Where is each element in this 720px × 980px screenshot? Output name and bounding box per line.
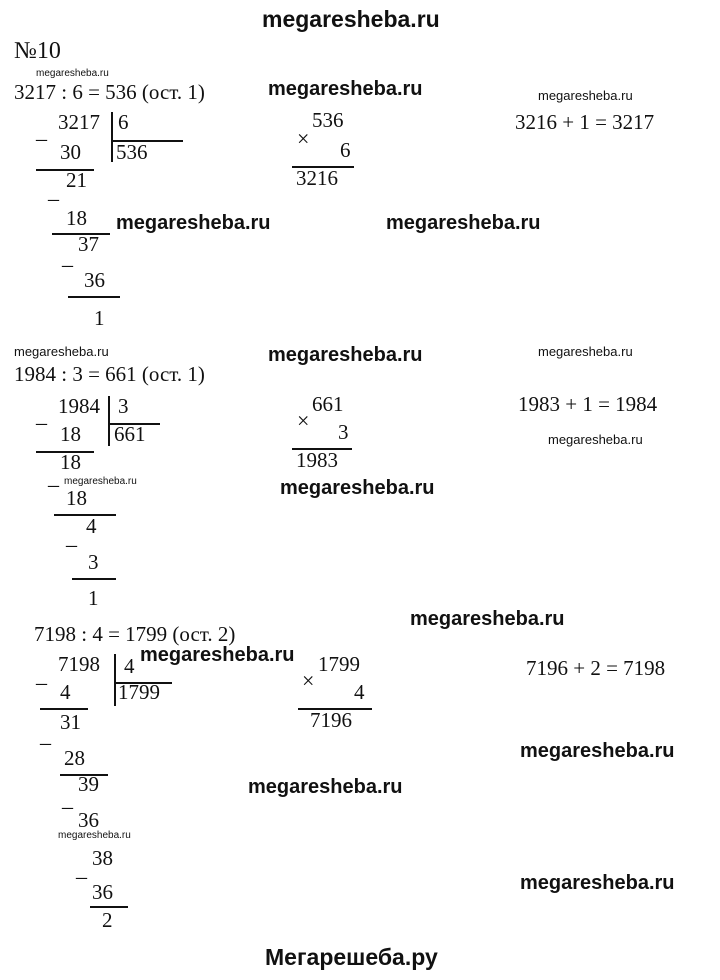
step: 18 bbox=[60, 422, 81, 446]
step: 36 bbox=[84, 268, 105, 292]
watermark: megaresheba.ru bbox=[268, 78, 423, 100]
times-sign: × bbox=[302, 668, 315, 693]
dividend: 3217 bbox=[58, 110, 100, 134]
step-line bbox=[68, 296, 120, 298]
quotient: 536 bbox=[116, 140, 148, 164]
check-1: 3216 + 1 = 3217 bbox=[515, 110, 655, 134]
step: 3 bbox=[88, 550, 99, 574]
watermark: megaresheba.ru bbox=[410, 608, 565, 630]
watermark: megaresheba.ru bbox=[280, 477, 435, 499]
step: 36 bbox=[78, 808, 99, 832]
step: 18 bbox=[66, 206, 87, 230]
step-line bbox=[54, 514, 116, 516]
step: 31 bbox=[60, 710, 81, 734]
mult-bottom: 4 bbox=[354, 680, 365, 704]
watermark: megaresheba.ru bbox=[116, 212, 271, 234]
step: 37 bbox=[78, 232, 99, 256]
watermark: megaresheba.ru bbox=[520, 872, 675, 894]
step: 18 bbox=[66, 486, 87, 510]
minus-sign: _ bbox=[62, 786, 73, 811]
dividend: 7198 bbox=[58, 652, 100, 676]
step: 38 bbox=[92, 846, 113, 870]
mult-result: 1983 bbox=[296, 448, 338, 472]
divisor: 3 bbox=[118, 394, 129, 418]
watermark: megaresheba.ru bbox=[268, 344, 423, 366]
minus-sign: _ bbox=[76, 856, 87, 881]
step: 39 bbox=[78, 772, 99, 796]
quotient: 661 bbox=[114, 422, 146, 446]
mult-bottom: 6 bbox=[340, 138, 351, 162]
mult-top: 1799 bbox=[318, 652, 360, 676]
mult-result: 7196 bbox=[310, 708, 352, 732]
minus-sign: _ bbox=[66, 524, 77, 549]
watermark: megaresheba.ru bbox=[386, 212, 541, 234]
mult-top: 536 bbox=[312, 108, 344, 132]
step: 4 bbox=[60, 680, 71, 704]
divisor: 4 bbox=[124, 654, 135, 678]
times-sign: × bbox=[297, 126, 310, 151]
step: 1 bbox=[88, 586, 99, 610]
watermark: megaresheba.ru bbox=[548, 432, 643, 447]
minus-sign: _ bbox=[36, 118, 47, 143]
site-footer: Мегарешеба.ру bbox=[265, 944, 438, 970]
watermark: megaresheba.ru bbox=[36, 68, 109, 79]
equation-3: 7198 : 4 = 1799 (ост. 2) bbox=[34, 622, 236, 646]
divisor: 6 bbox=[118, 110, 129, 134]
check-3: 7196 + 2 = 7198 bbox=[526, 656, 666, 680]
equation-2: 1984 : 3 = 661 (ост. 1) bbox=[14, 362, 205, 386]
problem-number: №10 bbox=[14, 38, 61, 64]
step: 30 bbox=[60, 140, 81, 164]
step-line bbox=[72, 578, 116, 580]
watermark: megaresheba.ru bbox=[248, 776, 403, 798]
minus-sign: _ bbox=[48, 464, 59, 489]
minus-sign: _ bbox=[36, 402, 47, 427]
equation-1: 3217 : 6 = 536 (ост. 1) bbox=[14, 80, 205, 104]
step: 2 bbox=[102, 908, 113, 932]
watermark: megaresheba.ru bbox=[520, 740, 675, 762]
mult-result: 3216 bbox=[296, 166, 338, 190]
step: 1 bbox=[94, 306, 105, 330]
mult-top: 661 bbox=[312, 392, 344, 416]
site-header: megaresheba.ru bbox=[262, 6, 440, 32]
minus-sign: _ bbox=[40, 722, 51, 747]
quotient: 1799 bbox=[118, 680, 160, 704]
mult-bottom: 3 bbox=[338, 420, 349, 444]
division-bar bbox=[111, 112, 113, 162]
watermark: megaresheba.ru bbox=[538, 88, 633, 103]
check-2: 1983 + 1 = 1984 bbox=[518, 392, 658, 416]
step: 4 bbox=[86, 514, 97, 538]
division-bar bbox=[108, 396, 110, 446]
watermark: megaresheba.ru bbox=[58, 830, 131, 841]
dividend: 1984 bbox=[58, 394, 100, 418]
step: 36 bbox=[92, 880, 113, 904]
minus-sign: _ bbox=[62, 244, 73, 269]
watermark: megaresheba.ru bbox=[538, 344, 633, 359]
watermark: megaresheba.ru bbox=[64, 476, 137, 487]
step: 21 bbox=[66, 168, 87, 192]
minus-sign: _ bbox=[36, 662, 47, 687]
watermark: megaresheba.ru bbox=[140, 644, 295, 666]
minus-sign: _ bbox=[48, 178, 59, 203]
watermark: megaresheba.ru bbox=[14, 344, 109, 359]
step: 18 bbox=[60, 450, 81, 474]
step: 28 bbox=[64, 746, 85, 770]
division-bar bbox=[114, 654, 116, 706]
times-sign: × bbox=[297, 408, 310, 433]
